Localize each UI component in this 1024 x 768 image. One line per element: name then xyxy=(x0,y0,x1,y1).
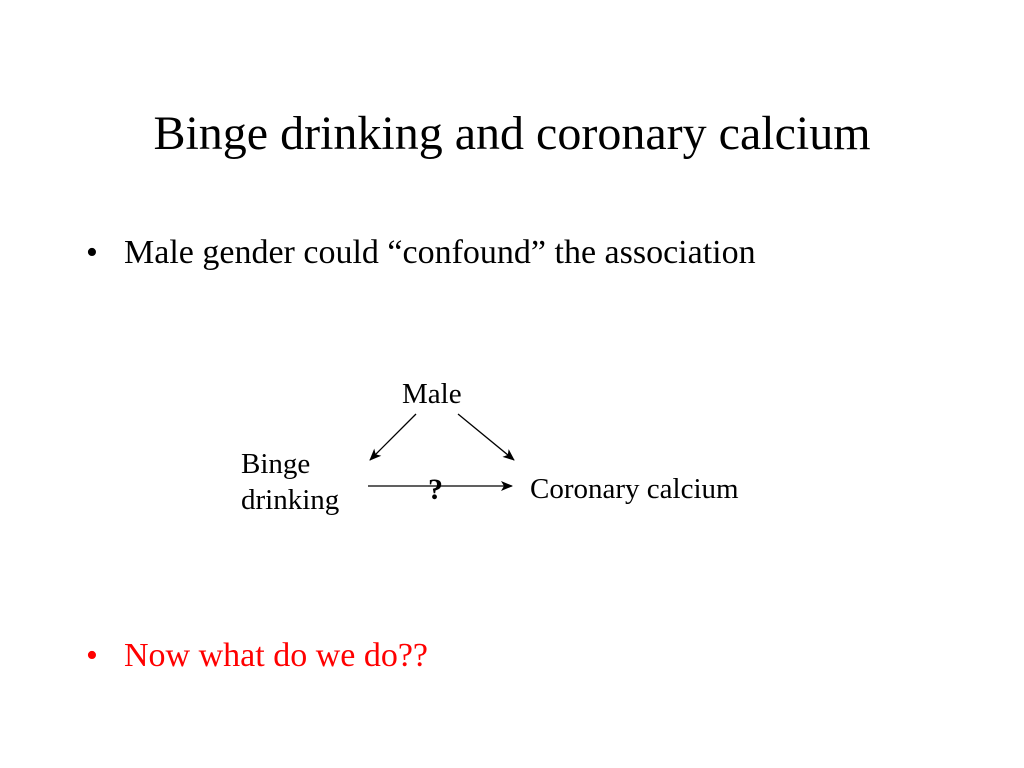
bullet-item-question xyxy=(86,636,428,676)
edge-label-question: ? xyxy=(428,473,443,506)
arrow-male-to-binge xyxy=(370,414,416,460)
bullet-text: Male gender could “confound” the association xyxy=(124,234,756,271)
node-binge-line1: Binge xyxy=(241,448,311,480)
slide-title: Binge drinking and coronary calcium xyxy=(153,107,871,160)
bullet-text: Now what do we do?? xyxy=(124,637,429,674)
node-coronary-calcium: Coronary calcium xyxy=(530,473,739,505)
bullet-marker: • xyxy=(86,637,98,674)
node-binge-line2: drinking xyxy=(241,484,340,516)
arrow-male-to-coronary xyxy=(458,414,514,460)
bullet-marker: • xyxy=(86,234,98,271)
node-male: Male xyxy=(402,378,462,410)
node-binge-drinking xyxy=(241,446,339,518)
